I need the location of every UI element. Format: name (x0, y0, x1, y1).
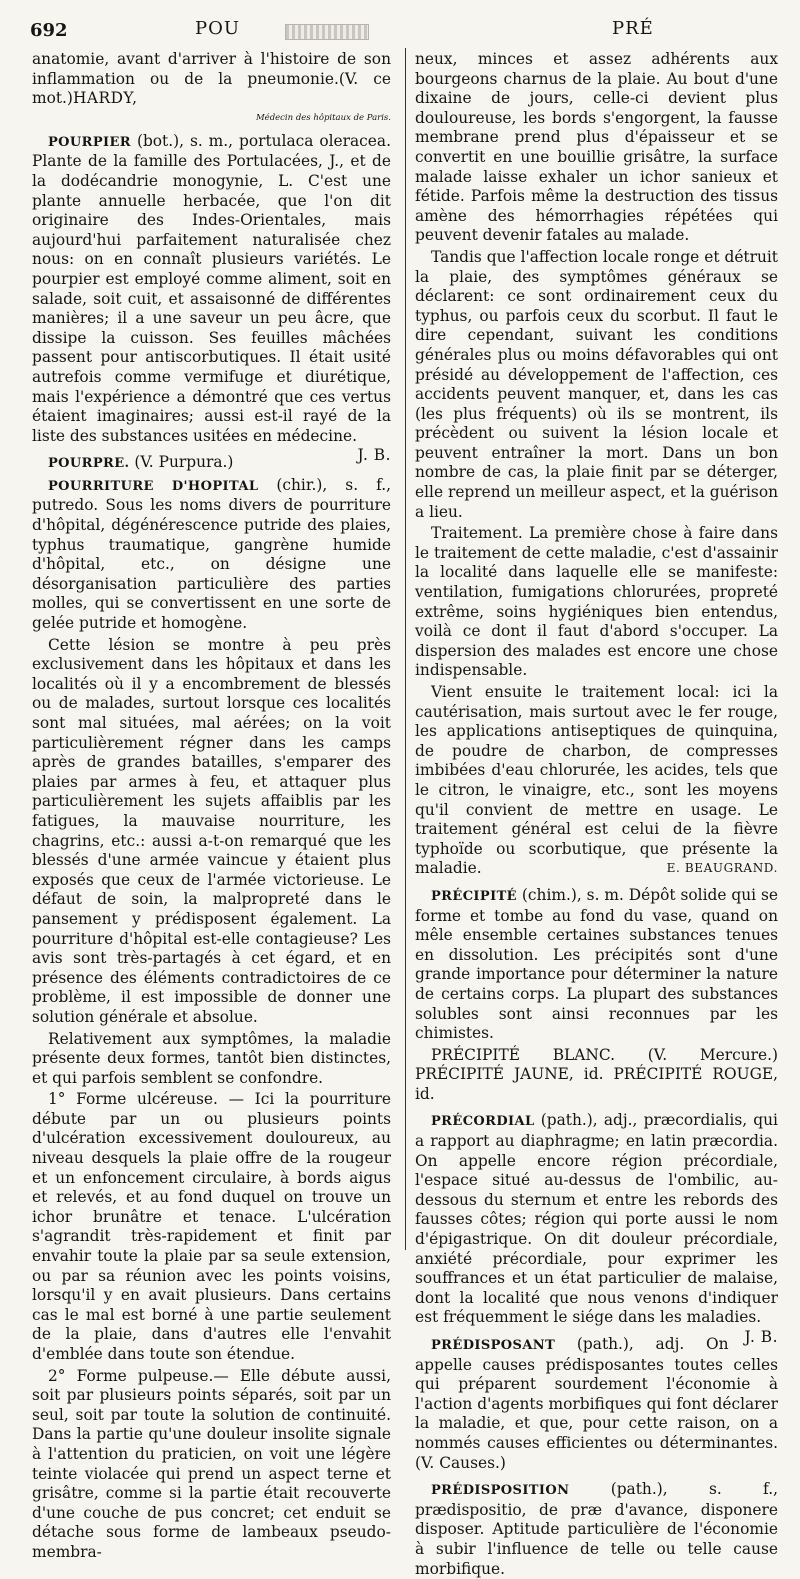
entry-predisposant (415, 1335, 778, 1473)
paragraph-continuation: anatomie, avant d'arriver à l'histoire de son inflammation ou de la pneumonie.(V. ce mot.)HARDY, (32, 50, 391, 108)
right-column (415, 50, 778, 1579)
paragraph: Vient ensuite le traitement local: ici la cautérisation, mais surtout avec le fer rouge, les applications antiseptiques de quinquina, de poudre de charbon, de compresses imbibées d'eau chlorurée, les acides, tels que le citron, le vinaigre, etc., sont les moyens qu'il convient de mettre en usage. Le traitement général est celui de la fièvre typhoïde ou scorbutique, que présente la maladie. E. BEAUGRAND. (415, 683, 778, 878)
headword: PRÉCORDIAL (431, 1114, 535, 1130)
headword: PRÉCIPITÉ (431, 888, 517, 904)
entry-text: (bot.), s. m., portulaca oleracea. Plante de la famille des Portulacées, J., et de la dodécandrie monogynie, L. C'est une plante annuelle herbacée, que l'on dit originaire des Indes-Orientales, mais aujourd'hui parfaitement naturalisée chez nous: on en connaît plusieurs variétés. Le pourpier est employé comme aliment, soit en salade, soit cuit, et assaisonné de différentes manières; il a une saveur un peu âcre, que dissipe la cuisson. Ses feuilles mâchées passent pour antiscorbutiques. Il était usité autrefois comme vermifuge et diurétique, mais l'expérience a démontré que ces vertus étaient imaginaires; aussi est-il rayé de la liste des substances usitées en médecine. (32, 131, 391, 445)
entry-precipite (415, 886, 778, 1044)
entry-text: (path.), s. f., prædispositio, de præ d'avance, disponere disposer. Aptitude particulière de l'économie à subir l'influence de telle ou telle cause morbifique. (415, 1480, 778, 1578)
entry-text: (path.), adj. On appelle causes prédisposantes toutes celles qui préparent sourdement l'économie à l'action d'agents morbifiques qui font déclarer la maladie, et que, pour cette raison, on a nommés causes efficientes ou déterminantes. (V. Causes.) (415, 1335, 778, 1472)
paragraph: Relativement aux symptômes, la maladie présente deux formes, tantôt bien distinctes, et qui parfois semblent se confondre. (32, 1029, 391, 1087)
header-left-title: POU (195, 18, 241, 39)
headword: PRÉDISPOSANT (431, 1338, 556, 1353)
entry-text: (chim.), s. m. Dépôt solide qui se forme et tombe au fond du vase, quand on mêle ensemble certaines substances tenues en dissolution. Les précipités sont d'une grande importance pour déterminer la nature de certains corps. La plupart des substances solubles sont ainsi reconnues par les chimistes. (415, 885, 778, 1043)
entry-predisposition (415, 1480, 778, 1579)
headword: PRÉDISPOSITION (431, 1483, 570, 1499)
entry-pourriture (32, 476, 391, 634)
cross-reference: PRÉCIPITÉ BLANC. (V. Mercure.) PRÉCIPITÉ JAUNE, id. PRÉCIPITÉ ROUGE, id. (415, 1045, 778, 1103)
entry-pourpre (32, 453, 391, 474)
entry-text: (V. Purpura.) (134, 453, 234, 472)
header-ornament (285, 24, 369, 40)
headword: POURPRE. (48, 456, 130, 472)
paragraph: Cette lésion se montre à peu près exclusivement dans les hôpitaux et dans les localités où il y a encombrement de blessés ou de malades, surtout lorsque ces localités sont mal situées, mal aérées; on la voit particulièrement régner dans les camps après de grandes batailles, s'emparer des plaies par armes à feu, et attaquer plus particulièrement les sujets affaiblis par les fatigues, la mauvaise nourriture, les chagrins, etc.: aussi a-t-on remarqué que les blessés d'une armée vaincue y étaient plus exposés que ceux de l'armée victorieuse. Le défaut de soin, la malpropreté dans le pansement y prédisposent également. La pourriture d'hôpital est-elle contagieuse? Les avis sont très-partagés à cet égard, et en présence des éléments contradictoires de ce problème, il est impossible de donner une solution générale et absolue. (32, 635, 391, 1026)
paragraph: Traitement. La première chose à faire dans le traitement de cette maladie, c'est d'assainir la localité dans laquelle elle se manifeste: ventilation, fumigations chlorurées, propreté extrême, soins hygiéniques bien entendus, voilà ce dont il faut d'abord s'occuper. La dispersion des malades est encore une chose indispensable. (415, 524, 778, 680)
entry-text: (path.), adj., præcordialis, qui a rapport au diaphragme; en latin præcordia. On appelle encore région précordiale, l'espace situé au-dessus de l'ombilic, au-dessous du sternum et entre les rebords des fausses côtes; région qui porte aussi le nom d'épigastrique. On dit douleur précordiale, anxiété précordiale, pour exprimer les souffrances et un état particulier de malaise, dont la localité que nous venons d'indiquer est fréquemment le siége dans les maladies. (415, 1111, 778, 1327)
paragraph: 1° Forme ulcéreuse. — Ici la pourriture débute par un ou plusieurs points d'ulcération excessivement douloureux, au niveau desquels la plaie offre de la rougeur et un enfoncement circulaire, à bords aigus et relevés, et au fond duquel on trouve un ichor brunâtre et tenace. L'ulcération s'agrandit très-rapidement et finit par envahir toute la plaie par sa seule extension, ou par sa réunion avec les points voisins, lorsqu'il y en avait plusieurs. Dans certains cas le mal est borné à une partie seulement de la plaie, dans d'autres elle l'envahit d'emblée dans toute son étendue. (32, 1090, 391, 1363)
left-column (32, 50, 391, 1563)
page-header (30, 18, 778, 44)
header-right-title: PRÉ (612, 18, 654, 39)
column-divider (405, 48, 406, 1250)
author-signature: J. B. (357, 446, 391, 465)
author-signature: HARDY, (72, 89, 138, 108)
page-number: 692 (30, 20, 68, 41)
author-affiliation: Médecin des hôpitaux de Paris. (255, 112, 391, 123)
entry-text: (chir.), s. f., putredo. Sous les noms divers de pourriture d'hôpital, dégénérescence putride des plaies, typhus traumatique, gangrène humide d'hôpital, etc., on désigne une désorganisation particulière des parties molles, qui se convertissent en une sorte de gelée putride et homogène. (32, 475, 392, 633)
paragraph: Tandis que l'affection locale ronge et détruit la plaie, des symptômes généraux se déclarent: ce sont ordinairement ceux du typhus, ou parfois ceux du scorbut. Il faut le dire cependant, suivant les conditions générales plus ou moins défavorables qui ont présidé au développement de l'affection, ces accidents peuvent manquer, et, dans les cas (les plus fréquents) où ils se montrent, ils précèdent ou suivent la lésion locale et peuvent entraîner la mort. Dans un bon nombre de cas, la plaie finit par se déterger, elle reprend un meilleur aspect, et la guérison a lieu. (415, 247, 778, 521)
headword: POURPIER (48, 134, 132, 150)
author-signature: J. B. (744, 1328, 778, 1346)
author-signature: E. BEAUGRAND. (666, 861, 778, 876)
paragraph-continuation: neux, minces et assez adhérents aux bourgeons charnus de la plaie. Au bout d'une dixaine de jours, celle-ci devient plus douloureuse, les bords s'engorgent, la fausse membrane prend plus d'épaisseur et se convertit en une bouillie grisâtre, la surface malade laisse exhaler un ichor sanieux et fétide. Parfois même la destruction des tissus amène des hémorrhagies répétées qui peuvent devenir fatales au malade. (415, 50, 778, 245)
headword: POURRITURE D'HOPITAL (48, 478, 259, 494)
paragraph: 2° Forme pulpeuse.— Elle débute aussi, soit par plusieurs points séparés, soit par un seul, soit par toute la solution de continuité. Dans la partie qu'une douleur insolite signale à l'attention du praticien, on voit une légère teinte violacée qui prend un aspect terne et grisâtre, comme si la partie était recouverte d'une couche de pus concret; cet enduit se détache sous forme de lambeaux pseudo-membra- (32, 1366, 391, 1561)
